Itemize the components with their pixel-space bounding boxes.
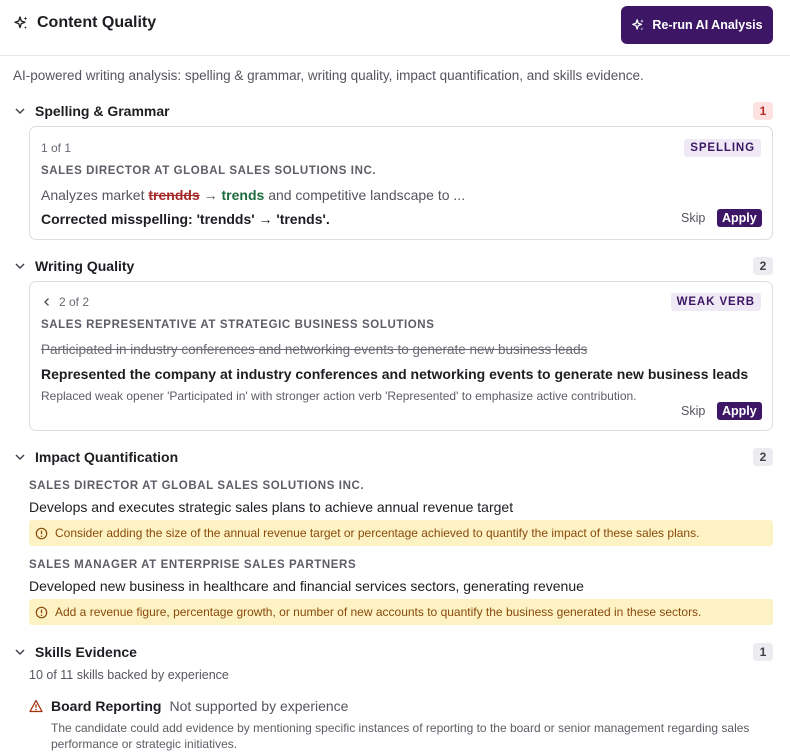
corrected-word: trends — [221, 187, 265, 203]
chevron-down-icon — [13, 104, 27, 118]
apply-button[interactable]: Apply — [717, 209, 762, 227]
issue-type-badge: WEAK VERB — [671, 293, 761, 311]
info-circle-icon — [35, 527, 48, 540]
section-title: Skills Evidence — [35, 644, 137, 660]
suggested-text: Represented the company at industry conferences and networking events to generate new business leads — [41, 366, 749, 382]
quantification-warning — [29, 599, 773, 625]
issue-type-badge: SPELLING — [684, 139, 761, 157]
rerun-analysis-button[interactable] — [621, 6, 773, 44]
chevron-left-icon[interactable] — [41, 296, 53, 308]
section-header-skills[interactable] — [13, 642, 773, 662]
quantification-warning — [29, 520, 773, 546]
skills-summary: 10 of 11 skills backed by experience — [29, 668, 229, 682]
original-text: Participated in industry conferences and networking events to generate new business leads — [41, 342, 588, 357]
misspelled-word: trendds — [148, 187, 200, 203]
section-header-spelling[interactable] — [13, 101, 773, 121]
issue-count-badge: 1 — [753, 102, 773, 120]
context-after: and competitive landscape to ... — [268, 187, 466, 203]
section-title: Impact Quantification — [35, 449, 179, 465]
section-header-writing-quality[interactable] — [13, 256, 773, 276]
sparkles-icon — [631, 18, 645, 32]
section-title: Writing Quality — [35, 258, 135, 274]
chevron-down-icon — [13, 259, 27, 273]
issue-explanation: Corrected misspelling: 'trendds' → 'trends'. — [41, 211, 330, 227]
arrow-icon: → — [203, 187, 218, 203]
issue-count-badge: 2 — [753, 448, 773, 466]
bullet-text: Develops and executes strategic sales plans to achieve annual revenue target — [29, 499, 514, 515]
warning-text: Add a revenue figure, percentage growth, or number of new accounts to quantify the business generated in these sectors. — [55, 605, 702, 619]
warning-text: Consider adding the size of the annual revenue target or percentage achieved to quantify the impact of these sales plans. — [55, 526, 700, 540]
bullet-text: Developed new business in healthcare and financial services sectors, generating revenue — [29, 578, 584, 594]
role-label: SALES DIRECTOR AT GLOBAL SALES SOLUTIONS INC. — [41, 165, 377, 177]
writing-issue-card — [29, 281, 773, 431]
warning-triangle-icon — [29, 699, 43, 713]
skip-button[interactable]: Skip — [681, 404, 706, 418]
role-label: SALES DIRECTOR AT GLOBAL SALES SOLUTIONS INC. — [29, 480, 365, 492]
page-title: Content Quality — [37, 14, 157, 31]
role-label: SALES REPRESENTATIVE AT STRATEGIC BUSINESS SOLUTIONS — [41, 319, 435, 331]
issue-position-label: 1 of 1 — [41, 141, 72, 155]
context-before: Analyzes market — [41, 187, 145, 203]
apply-button[interactable]: Apply — [717, 402, 762, 420]
title-group — [13, 14, 156, 32]
issue-context — [41, 187, 465, 203]
role-label: SALES MANAGER AT ENTERPRISE SALES PARTNERS — [29, 559, 357, 571]
spelling-issue-card — [29, 126, 773, 240]
section-header-impact[interactable] — [13, 447, 773, 467]
skill-name: Board Reporting — [51, 698, 162, 714]
sparkles-icon — [13, 15, 29, 31]
info-circle-icon — [35, 606, 48, 619]
issue-explanation: Replaced weak opener 'Participated in' with stronger action verb 'Represented' to emphasize active contribution. — [41, 389, 637, 403]
rerun-analysis-label: Re-run AI Analysis — [652, 18, 763, 32]
section-title: Spelling & Grammar — [35, 103, 170, 119]
issue-position-label: 2 of 2 — [59, 295, 90, 309]
issue-position — [41, 295, 89, 309]
chevron-down-icon — [13, 645, 27, 659]
description-text: AI-powered writing analysis: spelling & grammar, writing quality, impact quantification, and skills evidence. — [13, 68, 644, 83]
unsupported-skill — [29, 698, 348, 714]
skill-suggestion: The candidate could add evidence by mentioning specific instances of reporting to the board or senior management regarding sales performance or strategic initiatives. — [51, 721, 750, 751]
skill-status: Not supported by experience — [169, 698, 349, 714]
issue-count-badge: 1 — [753, 643, 773, 661]
skip-button[interactable]: Skip — [681, 211, 706, 225]
chevron-down-icon — [13, 450, 27, 464]
issue-count-badge: 2 — [753, 257, 773, 275]
issue-position — [41, 141, 71, 155]
content-quality-header — [0, 0, 790, 56]
